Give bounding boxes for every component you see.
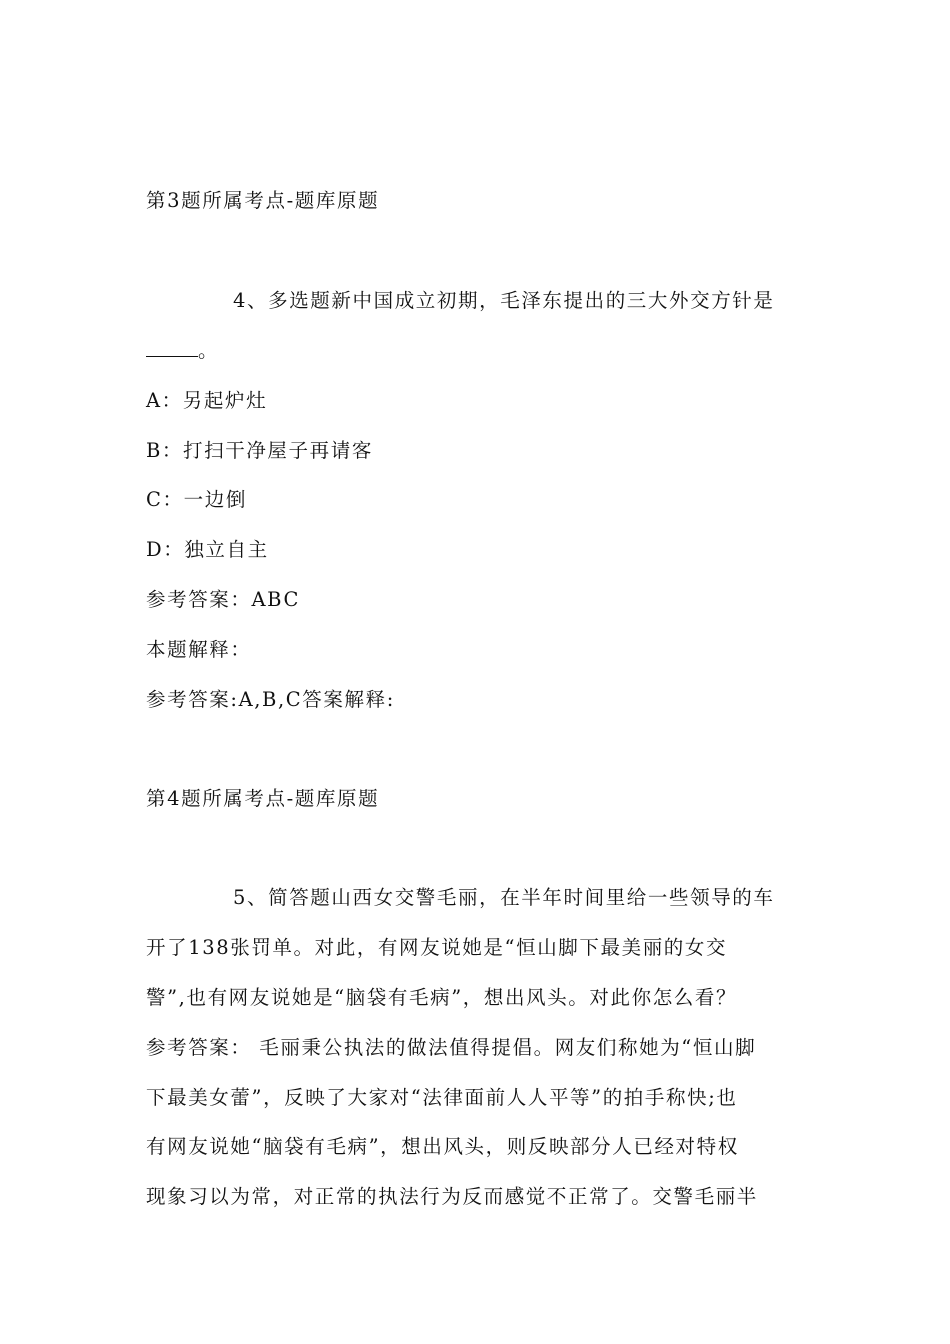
- q4-stem: 4、多选题新中国成立初期，毛泽东提出的三大外交方针是: [233, 289, 775, 312]
- q4-stem-end: [146, 341, 219, 361]
- q4-stem-period: 。: [198, 339, 220, 362]
- q4-option-a: A：另起炉灶: [146, 389, 268, 412]
- q4-option-c: C：一边倒: [146, 488, 247, 511]
- q4-option-d: D：独立自主: [146, 538, 269, 561]
- q4-option-b: B：打扫干净屋子再请客: [146, 439, 373, 462]
- q5-answer-line-4: 现象习以为常，对正常的执法行为反而感觉不正常了。交警毛丽半: [146, 1185, 758, 1208]
- answer-blank: [146, 342, 198, 357]
- q5-answer-line-2: 下最美女蕾”，反映了大家对“法律面前人人平等”的拍手称快;也: [146, 1086, 738, 1109]
- q3-topic: 第3题所属考点-题库原题: [146, 189, 380, 212]
- q5-line-2: 开了138张罚单。对此，有网友说她是“恒山脚下最美丽的女交: [146, 936, 728, 959]
- q4-topic: 第4题所属考点-题库原题: [146, 787, 380, 810]
- q4-answer: 参考答案：ABC: [146, 588, 300, 611]
- q5-answer-line-3: 有网友说她“脑袋有毛病”，想出风头，则反映部分人已经对特权: [146, 1135, 739, 1158]
- q4-explanation-label: 本题解释：: [146, 638, 252, 661]
- q5-answer-line-1: 参考答案： 毛丽秉公执法的做法值得提倡。网友们称她为“恒山脚: [146, 1036, 757, 1059]
- q4-explanation: 参考答案:A,B,C答案解释:: [146, 688, 395, 711]
- q5-line-1: 5、简答题山西女交警毛丽，在半年时间里给一些领导的车: [233, 886, 775, 909]
- q5-line-3: 警”,也有网友说她是“脑袋有毛病”，想出风头。对此你怎么看？: [146, 986, 738, 1009]
